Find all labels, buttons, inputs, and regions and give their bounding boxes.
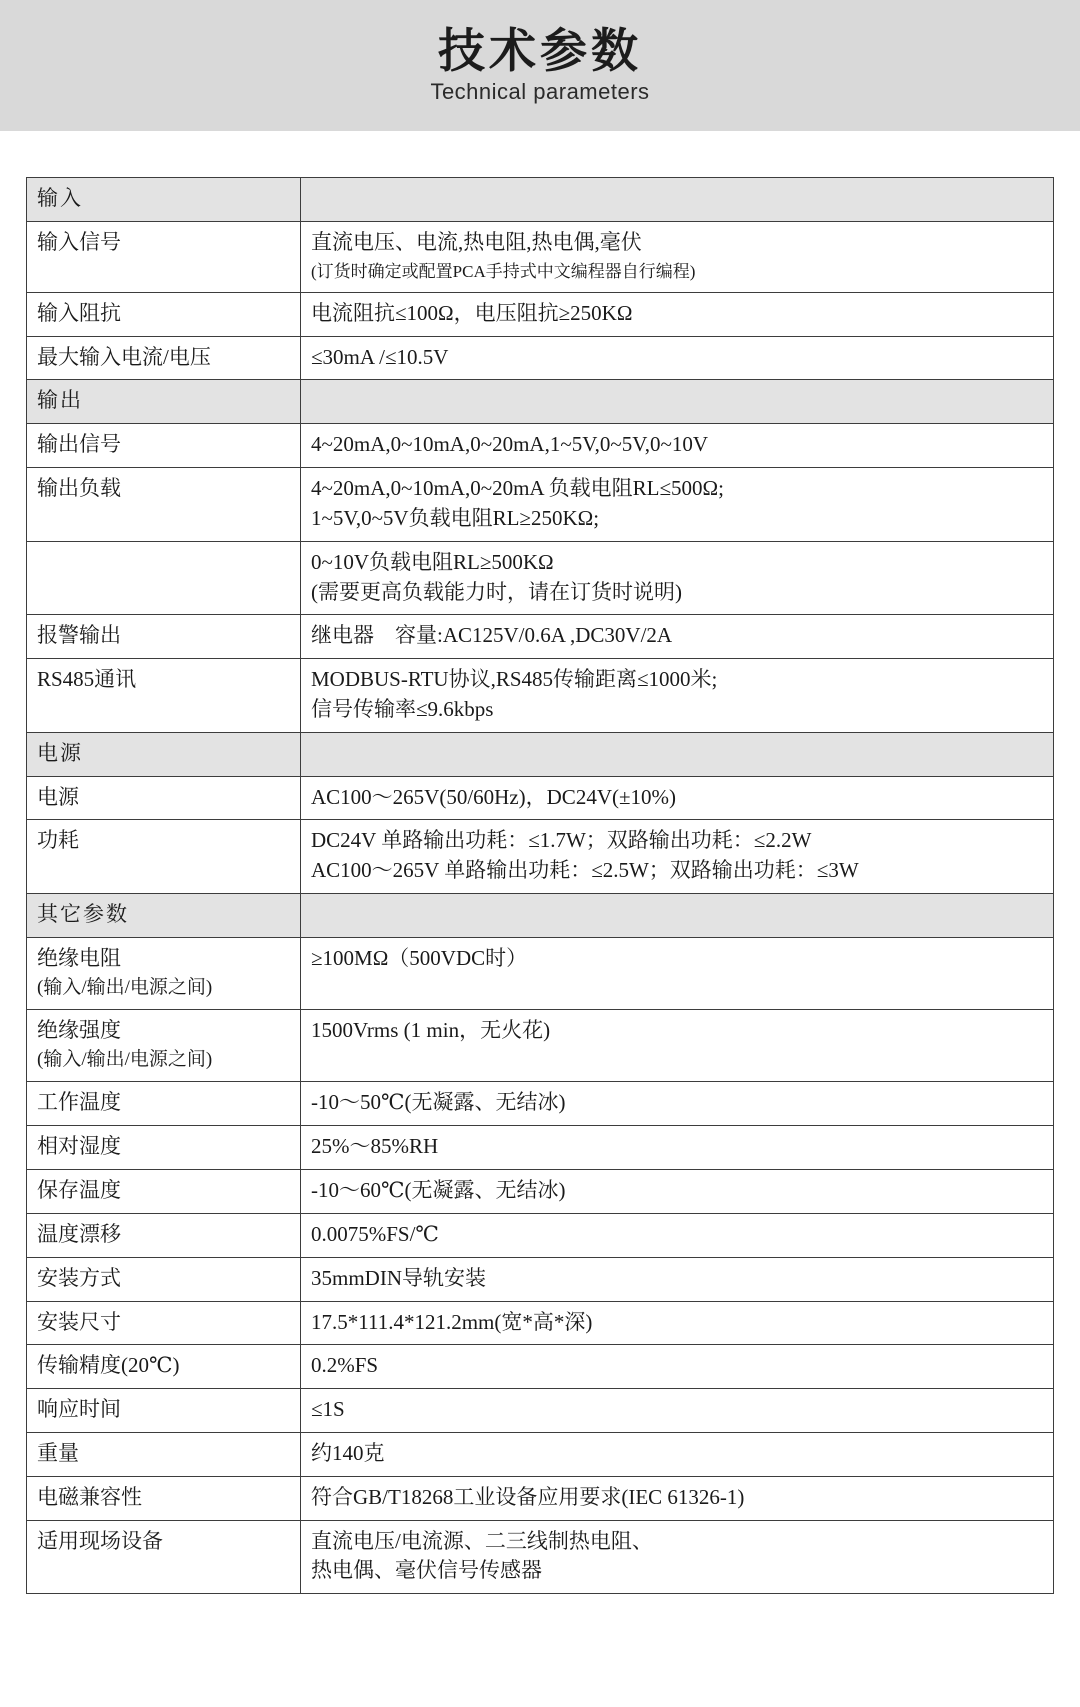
spec-label-cell xyxy=(27,820,301,894)
spec-label-cell xyxy=(27,894,301,938)
spec-label-cell xyxy=(27,468,301,542)
spec-value-cell xyxy=(301,1432,1054,1476)
spec-section-row xyxy=(27,380,1054,424)
spec-value-cell xyxy=(301,178,1054,222)
spec-value-line: 0.2%FS xyxy=(311,1353,379,1378)
spec-label-cell xyxy=(27,178,301,222)
spec-value-line: ≤30mA /≤10.5V xyxy=(311,344,449,369)
spec-value-cell xyxy=(301,292,1054,336)
spec-label-text: 电源 xyxy=(37,784,79,809)
spec-label-text: 最大输入电流/电压 xyxy=(37,344,211,369)
spec-label-text: 工作温度 xyxy=(37,1090,121,1115)
table-row xyxy=(27,1520,1054,1594)
spec-label-text: 输入信号 xyxy=(37,229,121,254)
spec-value-line: 17.5*111.4*121.2mm(宽*高*深) xyxy=(311,1309,593,1334)
spec-value-cell xyxy=(301,659,1054,733)
spec-value-cell xyxy=(301,424,1054,468)
spec-value-cell xyxy=(301,1345,1054,1389)
spec-value-cell xyxy=(301,541,1054,615)
spec-label-cell xyxy=(27,380,301,424)
spec-value-cell xyxy=(301,1010,1054,1082)
spec-value-cell xyxy=(301,615,1054,659)
spec-section-row xyxy=(27,894,1054,938)
spec-label-text: 报警输出 xyxy=(37,623,121,648)
spec-label-text: 适用现场设备 xyxy=(37,1528,163,1553)
page-subtitle: Technical parameters xyxy=(430,79,650,105)
spec-value-line: AC100～265V 单路输出功耗：≤2.5W；双路输出功耗：≤3W xyxy=(311,858,859,883)
table-row xyxy=(27,468,1054,542)
spec-value-cell xyxy=(301,1389,1054,1433)
spec-value-line: 4~20mA,0~10mA,0~20mA,1~5V,0~5V,0~10V xyxy=(311,432,709,457)
spec-label-cell xyxy=(27,424,301,468)
spec-value-cell xyxy=(301,1170,1054,1214)
table-row xyxy=(27,937,1054,1009)
spec-value-line: MODBUS-RTU协议,RS485传输距离≤1000米; xyxy=(311,667,718,692)
spec-label-text: RS485通讯 xyxy=(37,667,137,692)
spec-value-line: -10～50℃(无凝露、无结冰) xyxy=(311,1090,566,1115)
spec-value-line: ≤1S xyxy=(311,1397,345,1422)
table-row xyxy=(27,659,1054,733)
spec-value-cell xyxy=(301,1520,1054,1594)
spec-value-line: ≥100MΩ（500VDC时） xyxy=(311,945,528,970)
spec-value-line: DC24V 单路输出功耗：≤1.7W；双路输出功耗：≤2.2W xyxy=(311,828,812,853)
spec-label-cell xyxy=(27,1389,301,1433)
spec-label-cell xyxy=(27,1010,301,1082)
spec-value-cell xyxy=(301,776,1054,820)
spec-value-cell xyxy=(301,380,1054,424)
spec-value-line: 0~10V负载电阻RL≥500KΩ xyxy=(311,549,554,574)
spec-label-cell xyxy=(27,1345,301,1389)
spec-value-line: (订货时确定或配置PCA手持式中文编程器自行编程) xyxy=(311,261,696,281)
spec-label-text: 输出信号 xyxy=(37,432,121,457)
spec-label-text: 传输精度(20℃) xyxy=(37,1353,180,1378)
spec-label-text: 相对湿度 xyxy=(37,1134,121,1159)
table-row xyxy=(27,1345,1054,1389)
spec-value-line: 1~5V,0~5V负载电阻RL≥250KΩ; xyxy=(311,505,600,530)
spec-value-cell xyxy=(301,937,1054,1009)
spec-value-line: 0.0075%FS/℃ xyxy=(311,1221,439,1246)
table-row xyxy=(27,1432,1054,1476)
spec-label-cell xyxy=(27,1126,301,1170)
spec-value-line: 热电偶、毫伏信号传感器 xyxy=(311,1558,542,1583)
spec-value-cell xyxy=(301,1301,1054,1345)
spec-label-cell xyxy=(27,776,301,820)
table-row xyxy=(27,1082,1054,1126)
table-row xyxy=(27,1126,1054,1170)
table-row xyxy=(27,336,1054,380)
spec-label-text: 保存温度 xyxy=(37,1178,121,1203)
page-header xyxy=(0,0,1080,131)
spec-value-line: 约140克 xyxy=(311,1440,385,1465)
spec-value-line: -10～60℃(无凝露、无结冰) xyxy=(311,1178,566,1203)
spec-value-line: 直流电压/电流源、二三线制热电阻、 xyxy=(311,1528,653,1553)
spec-label-cell xyxy=(27,1476,301,1520)
spec-value-cell xyxy=(301,820,1054,894)
spec-value-cell xyxy=(301,1257,1054,1301)
spec-value-cell xyxy=(301,468,1054,542)
spec-label-text: 功耗 xyxy=(37,828,79,853)
spec-label-text: 安装尺寸 xyxy=(37,1309,121,1334)
spec-label-text: 输入 xyxy=(37,186,83,210)
spec-value-line: 电流阻抗≤100Ω，电压阻抗≥250KΩ xyxy=(311,300,633,325)
spec-table-body xyxy=(27,178,1054,1594)
spec-value-line: 直流电压、电流,热电阻,热电偶,毫伏 xyxy=(311,229,642,254)
table-row xyxy=(27,221,1054,292)
spec-label-subtext: (输入/输出/电源之间) xyxy=(37,1048,213,1070)
spec-label-cell xyxy=(27,937,301,1009)
spec-value-line: 4~20mA,0~10mA,0~20mA 负载电阻RL≤500Ω; xyxy=(311,476,724,501)
spec-label-text: 电磁兼容性 xyxy=(37,1484,142,1509)
spec-label-text: 其它参数 xyxy=(37,902,129,926)
spec-value-line: (需要更高负载能力时，请在订货时说明) xyxy=(311,579,682,604)
spec-label-cell xyxy=(27,1213,301,1257)
page-title: 技术参数 xyxy=(438,23,642,77)
spec-label-text: 输出 xyxy=(37,388,83,413)
spec-value-cell xyxy=(301,221,1054,292)
spec-label-text: 绝缘强度 xyxy=(37,1018,121,1043)
spec-value-line: 1500Vrms (1 min，无火花) xyxy=(311,1018,551,1043)
spec-label-cell xyxy=(27,615,301,659)
spec-label-cell xyxy=(27,659,301,733)
table-row xyxy=(27,1389,1054,1433)
spec-label-subtext: (输入/输出/电源之间) xyxy=(37,976,213,998)
spec-label-text: 安装方式 xyxy=(37,1265,121,1290)
spec-value-cell xyxy=(301,732,1054,776)
spec-label-cell xyxy=(27,1082,301,1126)
spec-section-row xyxy=(27,732,1054,776)
spec-label-text: 绝缘电阻 xyxy=(37,945,121,970)
table-row xyxy=(27,1301,1054,1345)
spec-label-text: 输入阻抗 xyxy=(37,300,121,325)
spec-label-cell xyxy=(27,221,301,292)
table-row xyxy=(27,1170,1054,1214)
spec-label-text: 重量 xyxy=(37,1440,79,1465)
table-row xyxy=(27,541,1054,615)
spec-value-line: AC100～265V(50/60Hz)，DC24V(±10%) xyxy=(311,784,676,809)
spec-label-cell xyxy=(27,1257,301,1301)
table-row xyxy=(27,1010,1054,1082)
spec-table xyxy=(26,177,1054,1594)
spec-label-text: 温度漂移 xyxy=(37,1221,121,1246)
spec-value-cell xyxy=(301,1126,1054,1170)
table-row xyxy=(27,776,1054,820)
table-row xyxy=(27,615,1054,659)
table-row xyxy=(27,292,1054,336)
spec-label-cell xyxy=(27,336,301,380)
spec-value-cell xyxy=(301,894,1054,938)
spec-value-line: 符合GB/T18268工业设备应用要求(IEC 61326-1) xyxy=(311,1484,745,1509)
spec-value-line: 继电器 容量:AC125V/0.6A ,DC30V/2A xyxy=(311,623,673,648)
spec-label-text: 输出负载 xyxy=(37,476,121,501)
spec-label-cell xyxy=(27,1520,301,1594)
spec-value-cell xyxy=(301,1476,1054,1520)
spec-label-cell xyxy=(27,732,301,776)
spec-table-container xyxy=(0,131,1080,1634)
spec-value-cell xyxy=(301,336,1054,380)
spec-value-cell xyxy=(301,1082,1054,1126)
spec-value-cell xyxy=(301,1213,1054,1257)
spec-section-row xyxy=(27,178,1054,222)
spec-label-cell xyxy=(27,1301,301,1345)
spec-label-text: 电源 xyxy=(37,740,83,765)
spec-value-line: 信号传输率≤9.6kbps xyxy=(311,696,494,721)
table-row xyxy=(27,1476,1054,1520)
spec-value-line: 25%～85%RH xyxy=(311,1134,439,1159)
spec-label-cell xyxy=(27,292,301,336)
spec-label-cell xyxy=(27,541,301,615)
table-row xyxy=(27,820,1054,894)
spec-label-cell xyxy=(27,1432,301,1476)
table-row xyxy=(27,1213,1054,1257)
spec-label-text: 响应时间 xyxy=(37,1397,121,1422)
table-row xyxy=(27,424,1054,468)
spec-label-cell xyxy=(27,1170,301,1214)
table-row xyxy=(27,1257,1054,1301)
spec-value-line: 35mmDIN导轨安装 xyxy=(311,1265,486,1290)
